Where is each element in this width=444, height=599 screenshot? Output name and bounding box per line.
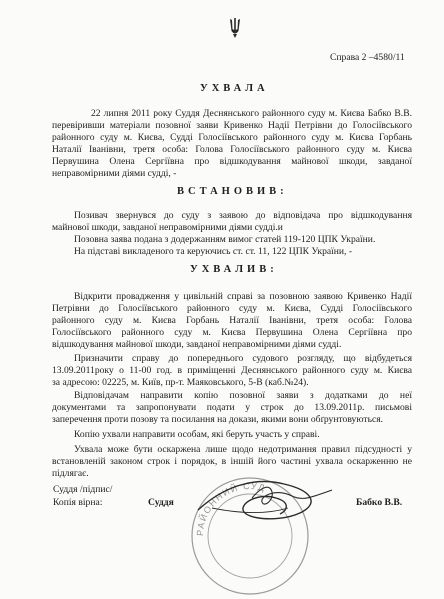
ruled-line: районного суду м. Києва Горбань Наталії Іванівни, третя особа: Голова — [52, 315, 412, 326]
ruled-line: Відкрити провадження у цивільній справі за позовною заявою Кривенко Надії — [74, 291, 412, 302]
judge-signature-icon — [192, 468, 342, 528]
established-line: На підставі викладеного та керуючись ст. ст. 11, 122 ЦПК України, - — [74, 246, 353, 257]
established-line: Позивач звернувся до суду з заявою до відповідача про відшкодування — [74, 210, 412, 221]
ruled-line: Копію ухвали направити особам, які беруть участь у справі. — [74, 429, 320, 440]
intro-line: неправомірними діями судді, - — [52, 168, 177, 179]
established-heading: ВСТАНОВИВ: — [177, 186, 288, 197]
document-title: УХВАЛА — [200, 83, 269, 94]
ruled-line: встановленій законом строк і порядок, в іншій його частині ухвала оскарженню не — [52, 456, 412, 467]
ruled-line: 13.09.2011року о 11-00 год. в приміщенні Деснянського районного суду м. Києва — [52, 365, 412, 376]
ruled-line: Петрівни до Голосіївського районного суду м. Києва, Судді Голосіївського — [52, 303, 412, 314]
intro-line: Наталії Іванівни, третя особа: Голова Голосіївського районного суду м. Києва — [52, 144, 412, 155]
ruled-line: документами та запропонувати подати у строк до 13.09.2011р. письмові — [52, 402, 412, 413]
ruled-line: підлягає. — [52, 468, 89, 479]
intro-line: Первушина Олена Сергіївна про відшкодування майнової шкоди, завданої — [52, 156, 412, 167]
judge-label: Суддя — [148, 497, 174, 508]
ruled-heading: УХВАЛИВ: — [190, 264, 278, 275]
trident-emblem-icon — [229, 17, 241, 39]
ruled-line: Голосіївського районного суду м. Києва Первушина Олена Сергіївна про — [52, 327, 412, 338]
intro-line: перевіривши матеріали позовної заяви Кривенко Надії Петрівни до Голосіївського — [52, 120, 412, 131]
judge-name: Бабко В.В. — [356, 497, 403, 508]
established-line: Позовна заява подана з додержанням вимог статей 119-120 ЦПК України. — [74, 234, 376, 245]
ruled-line: Ухвала може бути оскаржена лише щодо недотримання правил підсудності у — [74, 444, 412, 455]
case-number: Справа 2 –4580/11 — [330, 52, 405, 63]
ruled-line: заперечення проти позову та посилання на докази, якими вони обґрунтовуються. — [52, 414, 384, 425]
copy-true-label: Копія вірна: — [53, 497, 103, 508]
ruled-line: Призначити справу до попереднього судового розгляду, що відбудеться — [74, 353, 412, 364]
ruled-line: Відповідачам направити копію позовної заяви з додатками до неї — [74, 390, 412, 401]
judge-original-signature-line: Суддя /підпис/ — [53, 484, 113, 495]
intro-line: районного суду м. Києва, Судді Голосіївського районного суду м. Києва Горбань — [52, 132, 412, 143]
ruled-line: за адресою: 02225, м. Київ, пр-т. Маяковського, 5-В (каб.№24). — [52, 377, 309, 388]
established-line: майнової шкоди, завданої неправомірними діями судді.и — [52, 222, 283, 233]
intro-line: 22 липня 2011 року Суддя Деснянського районного суду м. Києва Бабко В.В. — [91, 108, 412, 119]
stamp-text: РАЙОННИЙ СУД — [194, 480, 267, 537]
ruled-line: відшкодування майнової шкоди, завданої неправомірними діями судді. — [52, 339, 342, 350]
